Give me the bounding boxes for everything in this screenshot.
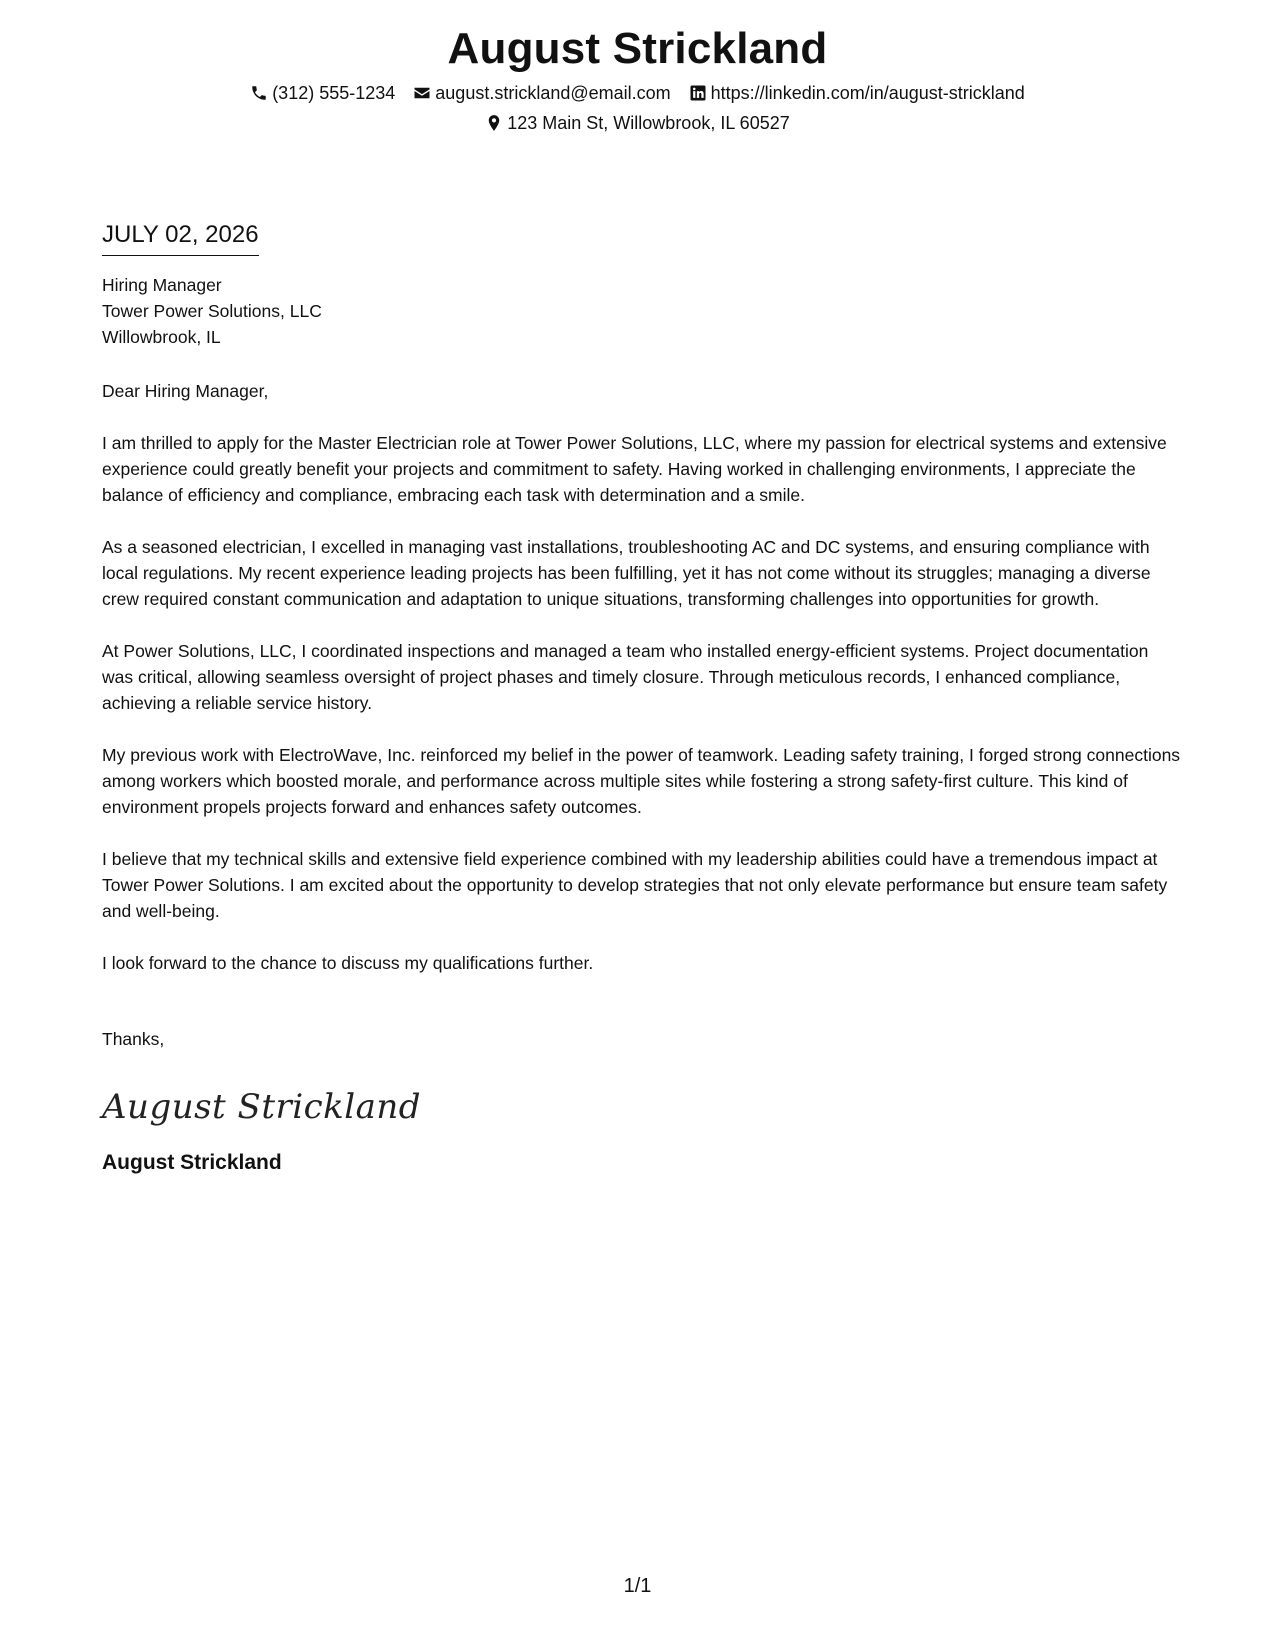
sender-name: August Strickland <box>447 24 828 73</box>
contact-address <box>485 108 789 138</box>
email-text: august.strickland@email.com <box>435 83 671 103</box>
recipient-title: Hiring Manager <box>102 275 222 295</box>
address-line <box>0 108 1275 138</box>
signature-script: August Strickland <box>102 1087 422 1127</box>
phone-text: (312) 555-1234 <box>272 83 396 103</box>
body-paragraph: At Power Solutions, LLC, I coordinated inspections and managed a team who installed energy-efficient systems. Project documentation was critical, allowing seamless oversight of project phases and timely closure. Through meticulous records, I enhanced compliance, achieving a reliable service history. <box>102 641 1149 713</box>
closing: Thanks, <box>102 1029 165 1049</box>
signer-name: August Strickland <box>102 1151 282 1174</box>
body-paragraph: As a seasoned electrician, I excelled in managing vast installations, troubleshooting AC and DC systems, and ensuring compliance with local regulations. My recent experience leading projects has been fulfilling, yet it has not come without its struggles; managing a diverse crew required constant communication and adaptation to unique situations, transforming challenges into opportunities for growth. <box>102 537 1151 609</box>
salutation: Dear Hiring Manager, <box>102 381 269 401</box>
letter-date: JULY 02, 2026 <box>102 218 259 256</box>
contact-phone <box>250 78 395 108</box>
map-pin-icon <box>485 114 503 132</box>
letter-body <box>102 218 1182 1178</box>
page-indicator: 1/1 <box>623 1575 652 1597</box>
signature-image <box>102 1082 422 1132</box>
linkedin-icon <box>689 84 707 102</box>
contact-line <box>0 78 1275 108</box>
body-paragraph: I believe that my technical skills and extensive field experience combined with my leadership abilities could have a tremendous impact at Tower Power Solutions. I am excited about the opportunity to develop strategies that not only elevate performance but ensure team safety and well-being. <box>102 849 1168 921</box>
address-text: 123 Main St, Willowbrook, IL 60527 <box>507 113 790 133</box>
body-paragraph: I am thrilled to apply for the Master Electrician role at Tower Power Solutions, LLC, where my passion for electrical systems and extensive experience could greatly benefit your projects and commitment to safety. Having worked in challenging environments, I appreciate the balance of efficiency and compliance, embracing each task with determination and a smile. <box>102 433 1167 505</box>
linkedin-text: https://linkedin.com/in/august-strickland <box>710 83 1025 103</box>
recipient-company: Tower Power Solutions, LLC <box>102 301 322 321</box>
recipient-block <box>102 272 1182 350</box>
contact-email <box>413 78 670 108</box>
recipient-location: Willowbrook, IL <box>102 327 221 347</box>
body-paragraph: My previous work with ElectroWave, Inc. reinforced my belief in the power of teamwork. Leading safety training, I forged strong connections among workers which boosted morale, and performance across multiple sites while fostering a strong safety-first culture. This kind of environment propels projects forward and enhances safety outcomes. <box>102 745 1181 817</box>
letter-header <box>0 20 1275 138</box>
contact-linkedin <box>689 78 1025 108</box>
envelope-icon <box>413 84 431 102</box>
body-paragraph: I look forward to the chance to discuss my qualifications further. <box>102 953 594 973</box>
phone-icon <box>250 84 268 102</box>
